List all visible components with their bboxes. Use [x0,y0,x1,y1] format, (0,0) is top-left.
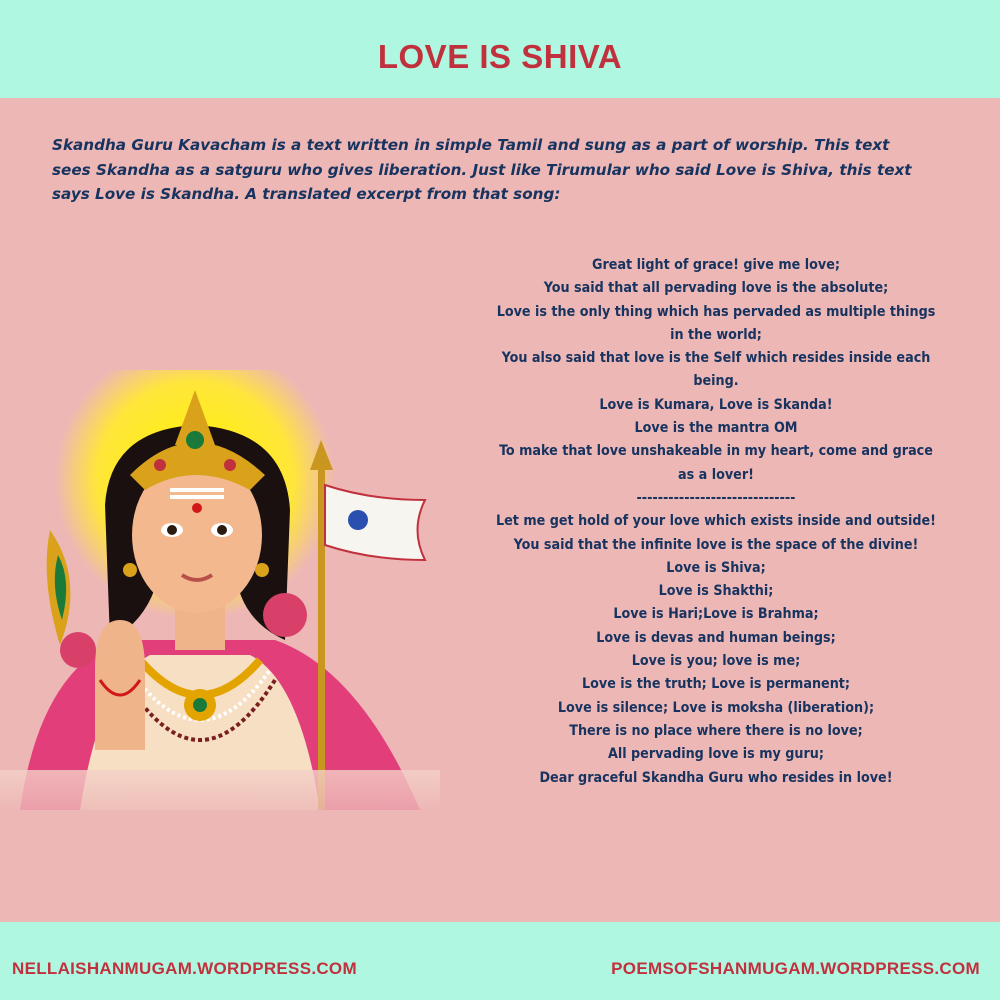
poem-line: There is no place where there is no love; [569,722,863,739]
poem-line: Love is you; love is me; [631,653,801,670]
page-title: LOVE IS SHIVA [377,38,623,75]
poem-line: You also said that love is the Self which resides inside each being. [501,350,931,390]
poem-line: Love is the mantra OM [634,420,798,437]
footer-link-right[interactable]: POEMSOFSHANMUGAM.WORDPRESS.COM [611,959,980,978]
poem-excerpt [496,254,936,790]
poem-line: Let me get hold of your love which exists inside and outside! You said that the infinite love is the space of the divine! [496,513,936,553]
poem-line: Love is silence; Love is moksha (liberation); [557,699,875,716]
poem-line: Love is Shakthi; [658,583,774,600]
footer-link-left[interactable]: NELLAISHANMUGAM.WORDPRESS.COM [12,959,357,978]
poem-line: Dear graceful Skandha Guru who resides in love! [539,769,893,786]
poem-line: All pervading love is my guru; [607,746,824,763]
poem-line: Love is devas and human beings; [596,629,836,646]
poem-line: Love is the truth; Love is permanent; [581,676,851,693]
poem-divider: ------------------------------ [636,489,796,506]
poem-line: Love is the only thing which has pervaded as multiple things in the world; [496,303,936,343]
murugan-illustration [0,370,440,810]
poem-line: You said that all pervading love is the absolute; [543,280,889,297]
poem-line: Love is Hari;Love is Brahma; [613,606,819,623]
poem-line: To make that love unshakeable in my heart, come and grace as a lover! [499,443,933,483]
poem-line: Love is Shiva; [666,559,766,576]
intro-paragraph: Skandha Guru Kavacham is a text written in simple Tamil and sung as a part of worship. This text sees Skandha as a satguru who gives liberation. Just like Tirumular who said Love is Shiva, this text says Love is Skandha. A translated excerpt from that song: [52,136,912,203]
poem-line: Love is Kumara, Love is Skanda! [599,396,833,413]
poem-line: Great light of grace! give me love; [592,257,840,273]
